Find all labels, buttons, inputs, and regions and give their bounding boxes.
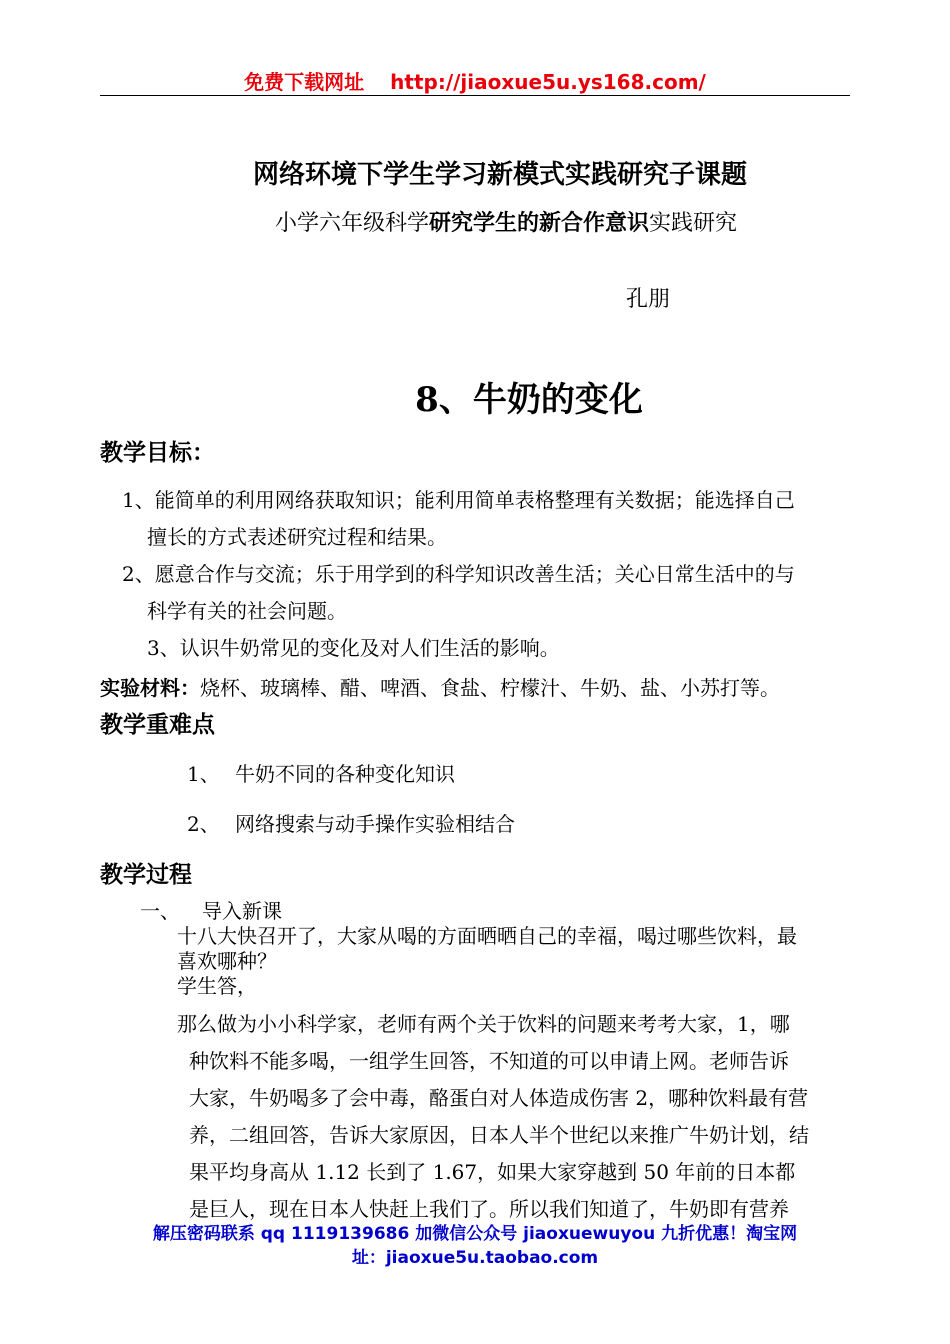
key-point-2-num: 2、 <box>187 812 220 836</box>
key-points-heading: 教学重难点 <box>100 711 215 738</box>
para-2-line3: 大家，牛奶喝多了会中毒，酪蛋白对人体造成伤害 2，哪种饮料最有营 <box>189 1086 809 1110</box>
goal-1-line1: 1、能简单的利用网络获取知识；能利用简单表格整理有关数据；能选择自己 <box>122 488 795 512</box>
footer-line1: 解压密码联系 qq 1119139686 加微信公众号 jiaoxuewuyou 九折优惠！淘宝网 <box>152 1224 798 1244</box>
para-2-line1: 那么做为小小科学家，老师有两个关于饮料的问题来考考大家，1，哪 <box>177 1012 790 1036</box>
step-1-title: 导入新课 <box>202 899 282 923</box>
para-1-line1: 十八大快召开了，大家从喝的方面晒晒自己的幸福，喝过哪些饮料，最 <box>177 924 797 948</box>
goal-3: 3、认识牛奶常见的变化及对人们生活的影响。 <box>147 636 560 660</box>
footer-line2[interactable]: 址：jiaoxue5u.taobao.com <box>351 1248 599 1268</box>
key-point-1-num: 1、 <box>187 762 220 786</box>
goals-heading: 教学目标： <box>100 439 215 466</box>
key-point-2-text: 网络搜索与动手操作实验相结合 <box>235 812 515 836</box>
page-header <box>0 66 950 95</box>
subtitle-part1: 小学六年级科学 <box>274 211 429 236</box>
para-2-line2: 种饮料不能多喝，一组学生回答，不知道的可以申请上网。老师告诉 <box>189 1049 789 1073</box>
download-label: 免费下载网址 <box>244 70 365 94</box>
para-2-line6: 是巨人，现在日本人快赶上我们了。所以我们知道了，牛奶即有营养 <box>189 1197 789 1221</box>
goal-2-line2: 科学有关的社会问题。 <box>147 599 347 623</box>
student-answer: 学生答， <box>177 974 257 998</box>
subtitle-part3: 实践研究 <box>649 211 738 236</box>
key-point-1-text: 牛奶不同的各种变化知识 <box>235 762 455 786</box>
download-url-link[interactable]: http://jiaoxue5u.ys168.com/ <box>390 70 706 94</box>
goal-2-line1: 2、愿意合作与交流；乐于用学到的科学知识改善生活；关心日常生活中的与 <box>122 562 795 586</box>
materials-text: 烧杯、玻璃棒、醋、啤酒、食盐、柠檬汁、牛奶、盐、小苏打等。 <box>200 676 780 700</box>
document-subtitle <box>0 206 950 237</box>
subtitle-part2: 研究学生的新合作意识 <box>428 210 649 236</box>
para-2-line5: 果平均身高从 1.12 长到了 1.67，如果大家穿越到 50 年前的日本都 <box>189 1160 796 1184</box>
process-heading: 教学过程 <box>100 861 192 888</box>
para-2-line4: 养，二组回答，告诉大家原因，日本人半个世纪以来推广牛奶计划，结 <box>189 1123 809 1147</box>
lesson-title: 8、牛奶的变化 <box>415 380 643 420</box>
document-title: 网络环境下学生学习新模式实践研究子课题 <box>252 160 747 190</box>
materials <box>100 672 780 701</box>
materials-label: 实验材料： <box>100 676 200 700</box>
step-1-num: 一、 <box>140 899 180 923</box>
para-1-line2: 喜欢哪种？ <box>177 949 277 973</box>
header-divider <box>100 95 850 96</box>
author: 孔朋 <box>626 287 671 312</box>
goal-1-line2: 擅长的方式表述研究过程和结果。 <box>147 525 447 549</box>
